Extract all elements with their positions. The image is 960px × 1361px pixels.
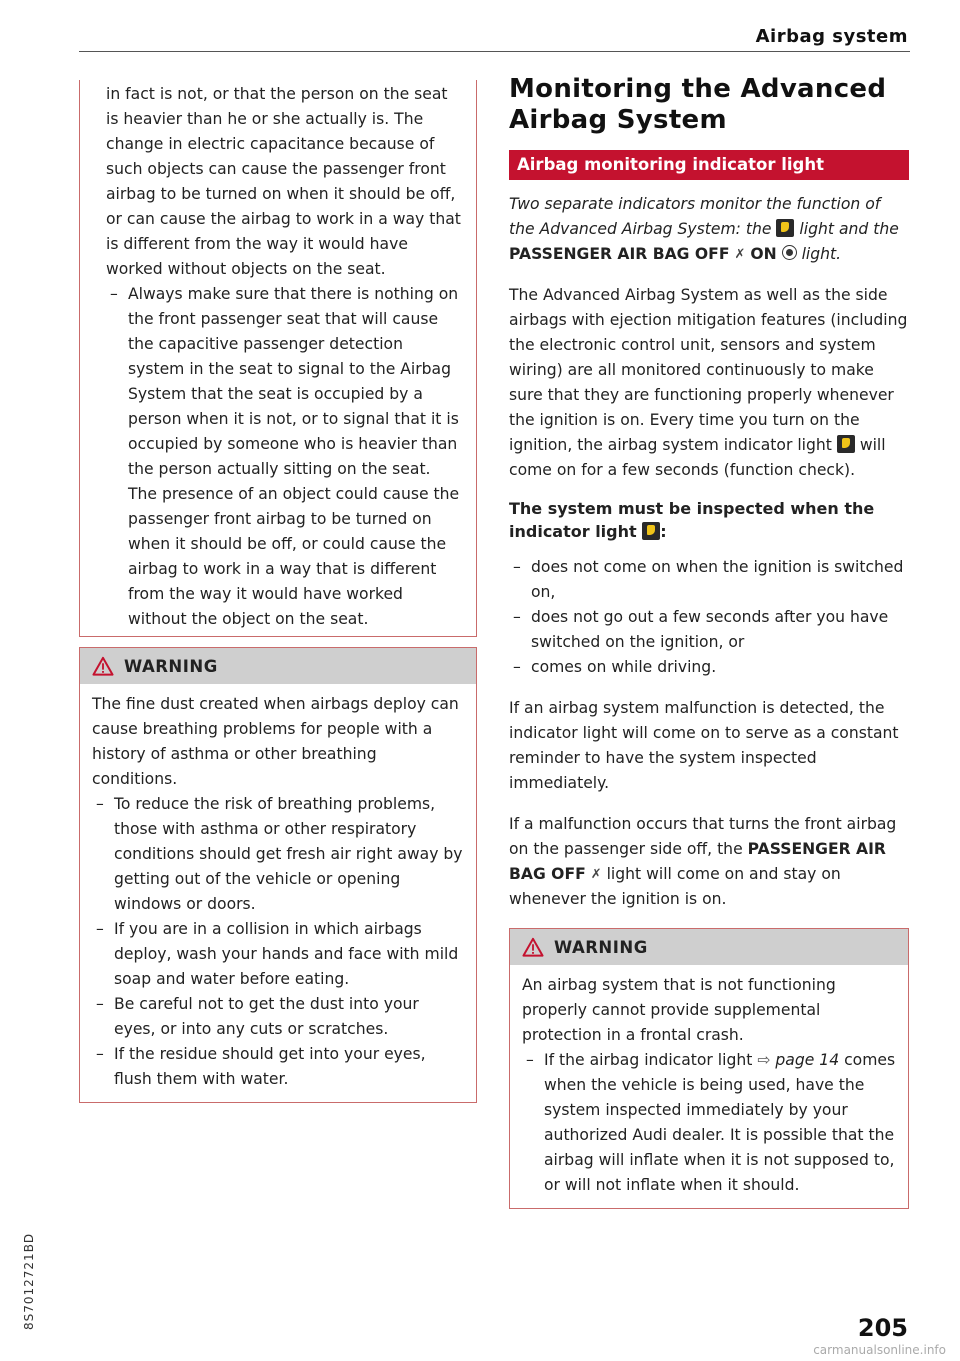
intro-text: light. <box>801 245 842 263</box>
page-number: 205 <box>857 1314 908 1342</box>
paragraph-text: If a malfunction occurs that turns the front airbag on the passenger side off, the <box>509 815 897 858</box>
left-column <box>79 80 477 1103</box>
list-item: – does not come on when the ignition is switched on, <box>509 555 909 605</box>
page-reference-link[interactable]: page 14 <box>775 1051 840 1069</box>
intro-paragraph <box>509 192 909 267</box>
note-box <box>79 80 477 637</box>
header-title: Airbag system <box>755 26 908 47</box>
list-item: – If the residue should get into your eyes, flush them with water. <box>92 1042 464 1092</box>
left-warning-title: WARNING <box>124 656 218 676</box>
paragraph-text: The Advanced Airbag System as well as the side airbags with ejection mitigation features (including the electronic control unit, sensors and system wiring) are all monitored continuously to make sure that they are functioning properly whenever the ignition is on. Every time you turn on the ignition, the airbag system indicator light <box>509 286 908 454</box>
intro-text: Two separate indicators monitor the function of the Advanced Airbag System: the <box>509 195 881 238</box>
intro-bold: ON <box>750 245 777 263</box>
arrow-right-icon: ⇨ <box>757 1051 771 1069</box>
document-code: 8S7012721BD <box>22 1232 36 1330</box>
page-title: Monitoring the Advanced Airbag System <box>509 74 887 135</box>
list-item-text: comes when the vehicle is being used, have the system inspected immediately by your authorized Audi dealer. It is possible that the airbag will inflate when it is not supposed to, or will not inflate when it should. <box>544 1051 896 1194</box>
intro-text: light and the <box>799 220 899 238</box>
on-indicator-icon <box>782 245 797 260</box>
watermark: carmanualsonline.info <box>813 1343 946 1357</box>
passenger-airbag-icon: ✗ <box>734 247 746 262</box>
paragraph-text: will come on for a few seconds (function check). <box>509 436 886 479</box>
right-warning-title: WARNING <box>554 937 648 957</box>
left-warning-body <box>80 684 476 1102</box>
paragraph-text: light will come on and stay on whenever the ignition is on. <box>509 865 841 908</box>
right-warning-header <box>510 929 908 965</box>
passenger-airbag-icon: ✗ <box>590 867 602 882</box>
subheading-colon: : <box>660 522 667 541</box>
list-item-text: If the airbag indicator light <box>544 1051 753 1069</box>
left-warning-box <box>79 647 477 1103</box>
left-warning-header <box>80 648 476 684</box>
inspection-subheading <box>509 497 909 543</box>
right-warning-list <box>522 1048 896 1198</box>
list-item: – Be careful not to get the dust into your eyes, or into any cuts or scratches. <box>92 992 464 1042</box>
right-warning-body <box>510 965 908 1208</box>
note-intro: in fact is not, or that the person on the seat is heavier than he or she actually is. The change in electric capacitance because of such objects can cause the passenger front airbag to be turned on when it should be off, or can cause the airbag to work in a way that is different from the way it would have worked without objects on the seat. <box>106 85 461 278</box>
list-item: – To reduce the risk of breathing problems, those with asthma or other respiratory conditions should get fresh air right away by getting out of the vehicle or opening windows or doors. <box>92 792 464 917</box>
note-list-item: – Always make sure that there is nothing on the front passenger seat that will cause the capacitive passenger detection system in the seat to signal to the Airbag System that the seat is occupied by a person when it is not, or to signal that it is occupied by someone who is heavier than the person actually sitting on the seat. The presence of an object could cause the passenger front airbag to be turned on when it should be off, or could cause the airbag to work in a way that is different from the way it would have worked without the object on the seat. <box>106 282 462 632</box>
airbag-indicator-icon <box>837 435 855 453</box>
list-item: – comes on while driving. <box>509 655 909 680</box>
section-title-bar: Airbag monitoring indicator light <box>509 150 909 180</box>
subheading-text: The system must be inspected when the indicator light <box>509 499 875 541</box>
airbag-indicator-icon <box>642 522 660 540</box>
airbag-indicator-icon <box>776 219 794 237</box>
note-list <box>106 282 462 632</box>
left-warning-intro: The fine dust created when airbags deploy can cause breathing problems for people with a history of asthma or other breathing conditions. <box>92 695 459 788</box>
intro-bold: PASSENGER AIR BAG OFF <box>509 245 730 263</box>
header-rule <box>79 51 910 52</box>
paragraph-malfunction: If an airbag system malfunction is detected, the indicator light will come on to serve as a constant reminder to have the system inspected immediately. <box>509 699 899 792</box>
list-item: – does not go out a few seconds after you have switched on the ignition, or <box>509 605 909 655</box>
right-warning-intro: An airbag system that is not functioning properly cannot provide supplemental protection in a frontal crash. <box>522 976 836 1044</box>
warning-triangle-icon <box>92 656 114 676</box>
list-item <box>522 1048 896 1198</box>
inspection-list <box>509 555 909 680</box>
paragraph-bold: PASSENGER AIR BAG OFF <box>509 840 886 883</box>
paragraph-monitoring <box>509 283 909 483</box>
list-item: – If you are in a collision in which airbags deploy, wash your hands and face with mild soap and water before eating. <box>92 917 464 992</box>
left-warning-list <box>92 792 464 1092</box>
paragraph-passenger-off <box>509 812 909 912</box>
right-column <box>509 74 909 1209</box>
warning-triangle-icon <box>522 937 544 957</box>
right-warning-box <box>509 928 909 1209</box>
